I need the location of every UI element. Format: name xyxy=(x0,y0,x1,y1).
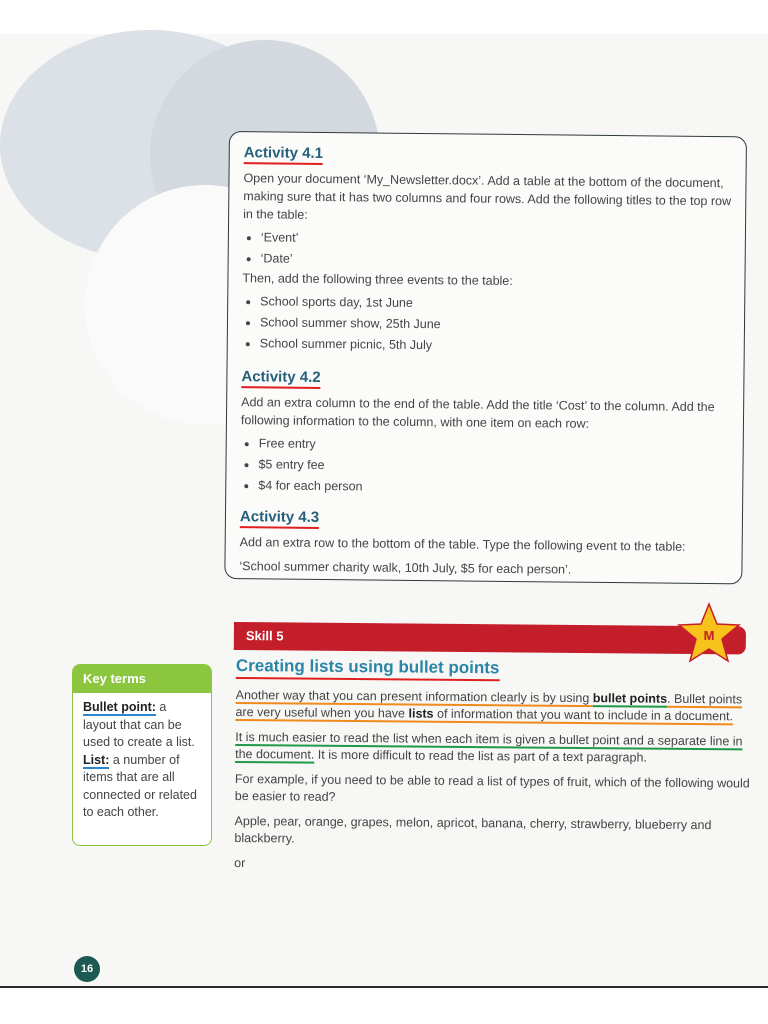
list-item: • ‘Date’ xyxy=(261,248,733,274)
text-run: of information that you want to include in a document. xyxy=(433,706,734,724)
list-item: • School summer picnic, 5th July xyxy=(260,333,732,359)
activity-4-3 xyxy=(239,508,730,580)
page-number: 16 xyxy=(74,956,100,982)
activity-text: Add an extra column to the end of the table. Add the title ‘Cost’ to the column. Add the following information to the column, with one item on each row: xyxy=(240,395,715,431)
text-run: Another way that you can present information clearly is by using xyxy=(235,687,593,706)
skill-banner xyxy=(234,622,746,654)
bold-term: lists xyxy=(408,706,434,721)
list-item: • School sports day, 1st June xyxy=(260,291,732,317)
list-item: • $4 for each person xyxy=(258,475,730,501)
list-item: • ‘Event’ xyxy=(261,227,733,253)
key-terms-title: Key terms xyxy=(73,665,211,693)
activity-4-1 xyxy=(242,144,734,359)
section-title: Creating lists using bullet points xyxy=(236,656,500,681)
paragraph-1 xyxy=(235,687,755,726)
skill-label: Skill 5 xyxy=(245,628,284,644)
skill-section xyxy=(234,656,756,877)
text-run: It is much easier to read the list when each item is given a bullet point and a separate line in the document. xyxy=(235,729,743,762)
text-run: . Bullet points are very useful when you have xyxy=(235,691,743,721)
key-term-definition: a number of items that are all connected or related to each other. xyxy=(83,752,197,819)
key-term: List: xyxy=(83,752,110,767)
paragraph-3: For example, if you need to be able to read a list of types of fruit, which of the following would be easier to read? xyxy=(234,771,750,804)
bold-term: bullet points xyxy=(592,691,668,706)
list-item: • Free entry xyxy=(259,433,731,459)
activity-text: Add an extra row to the bottom of the table. Type the following event to the table: xyxy=(239,535,686,554)
activity-text: Then, add the following three events to the table: xyxy=(242,271,513,288)
key-terms-box xyxy=(72,664,212,846)
key-term-entry xyxy=(83,699,203,752)
list-item: • School summer show, 25th June xyxy=(260,312,732,338)
key-terms-body xyxy=(73,693,211,822)
activities-box xyxy=(224,131,747,584)
activity-title: Activity 4.1 xyxy=(244,144,323,165)
star-badge-icon xyxy=(676,602,742,664)
list-item: • $5 entry fee xyxy=(258,454,730,480)
bullet-list xyxy=(243,227,733,274)
paragraph-2 xyxy=(235,729,755,768)
activity-title: Activity 4.3 xyxy=(240,508,319,529)
text-run: It is more difficult to read the list as part of a text paragraph. xyxy=(314,747,647,765)
key-term-definition: a layout that can be used to create a list. xyxy=(83,700,195,749)
page-bottom-edge xyxy=(0,986,768,1024)
activity-4-2 xyxy=(240,368,731,501)
paragraph-4: Apple, pear, orange, grapes, melon, apricot, banana, cherry, strawberry, blueberry and blackberry. xyxy=(234,813,712,846)
activity-title: Activity 4.2 xyxy=(241,368,320,389)
activity-text: Open your document ‘My_Newsletter.docx’. Add a table at the bottom of the document, making sure that it has two columns and four rows. Add the following titles to the top row in the table: xyxy=(243,171,732,222)
bullet-list xyxy=(240,433,731,501)
star-badge-letter: M xyxy=(703,628,715,643)
page-top-edge xyxy=(0,0,768,34)
key-term: Bullet point: xyxy=(83,700,156,714)
bullet-list xyxy=(242,291,733,359)
key-term-entry xyxy=(83,752,203,822)
paragraph-5: or xyxy=(234,855,246,871)
activity-text: ‘School summer charity walk, 10th July, $5 for each person’. xyxy=(239,559,572,577)
